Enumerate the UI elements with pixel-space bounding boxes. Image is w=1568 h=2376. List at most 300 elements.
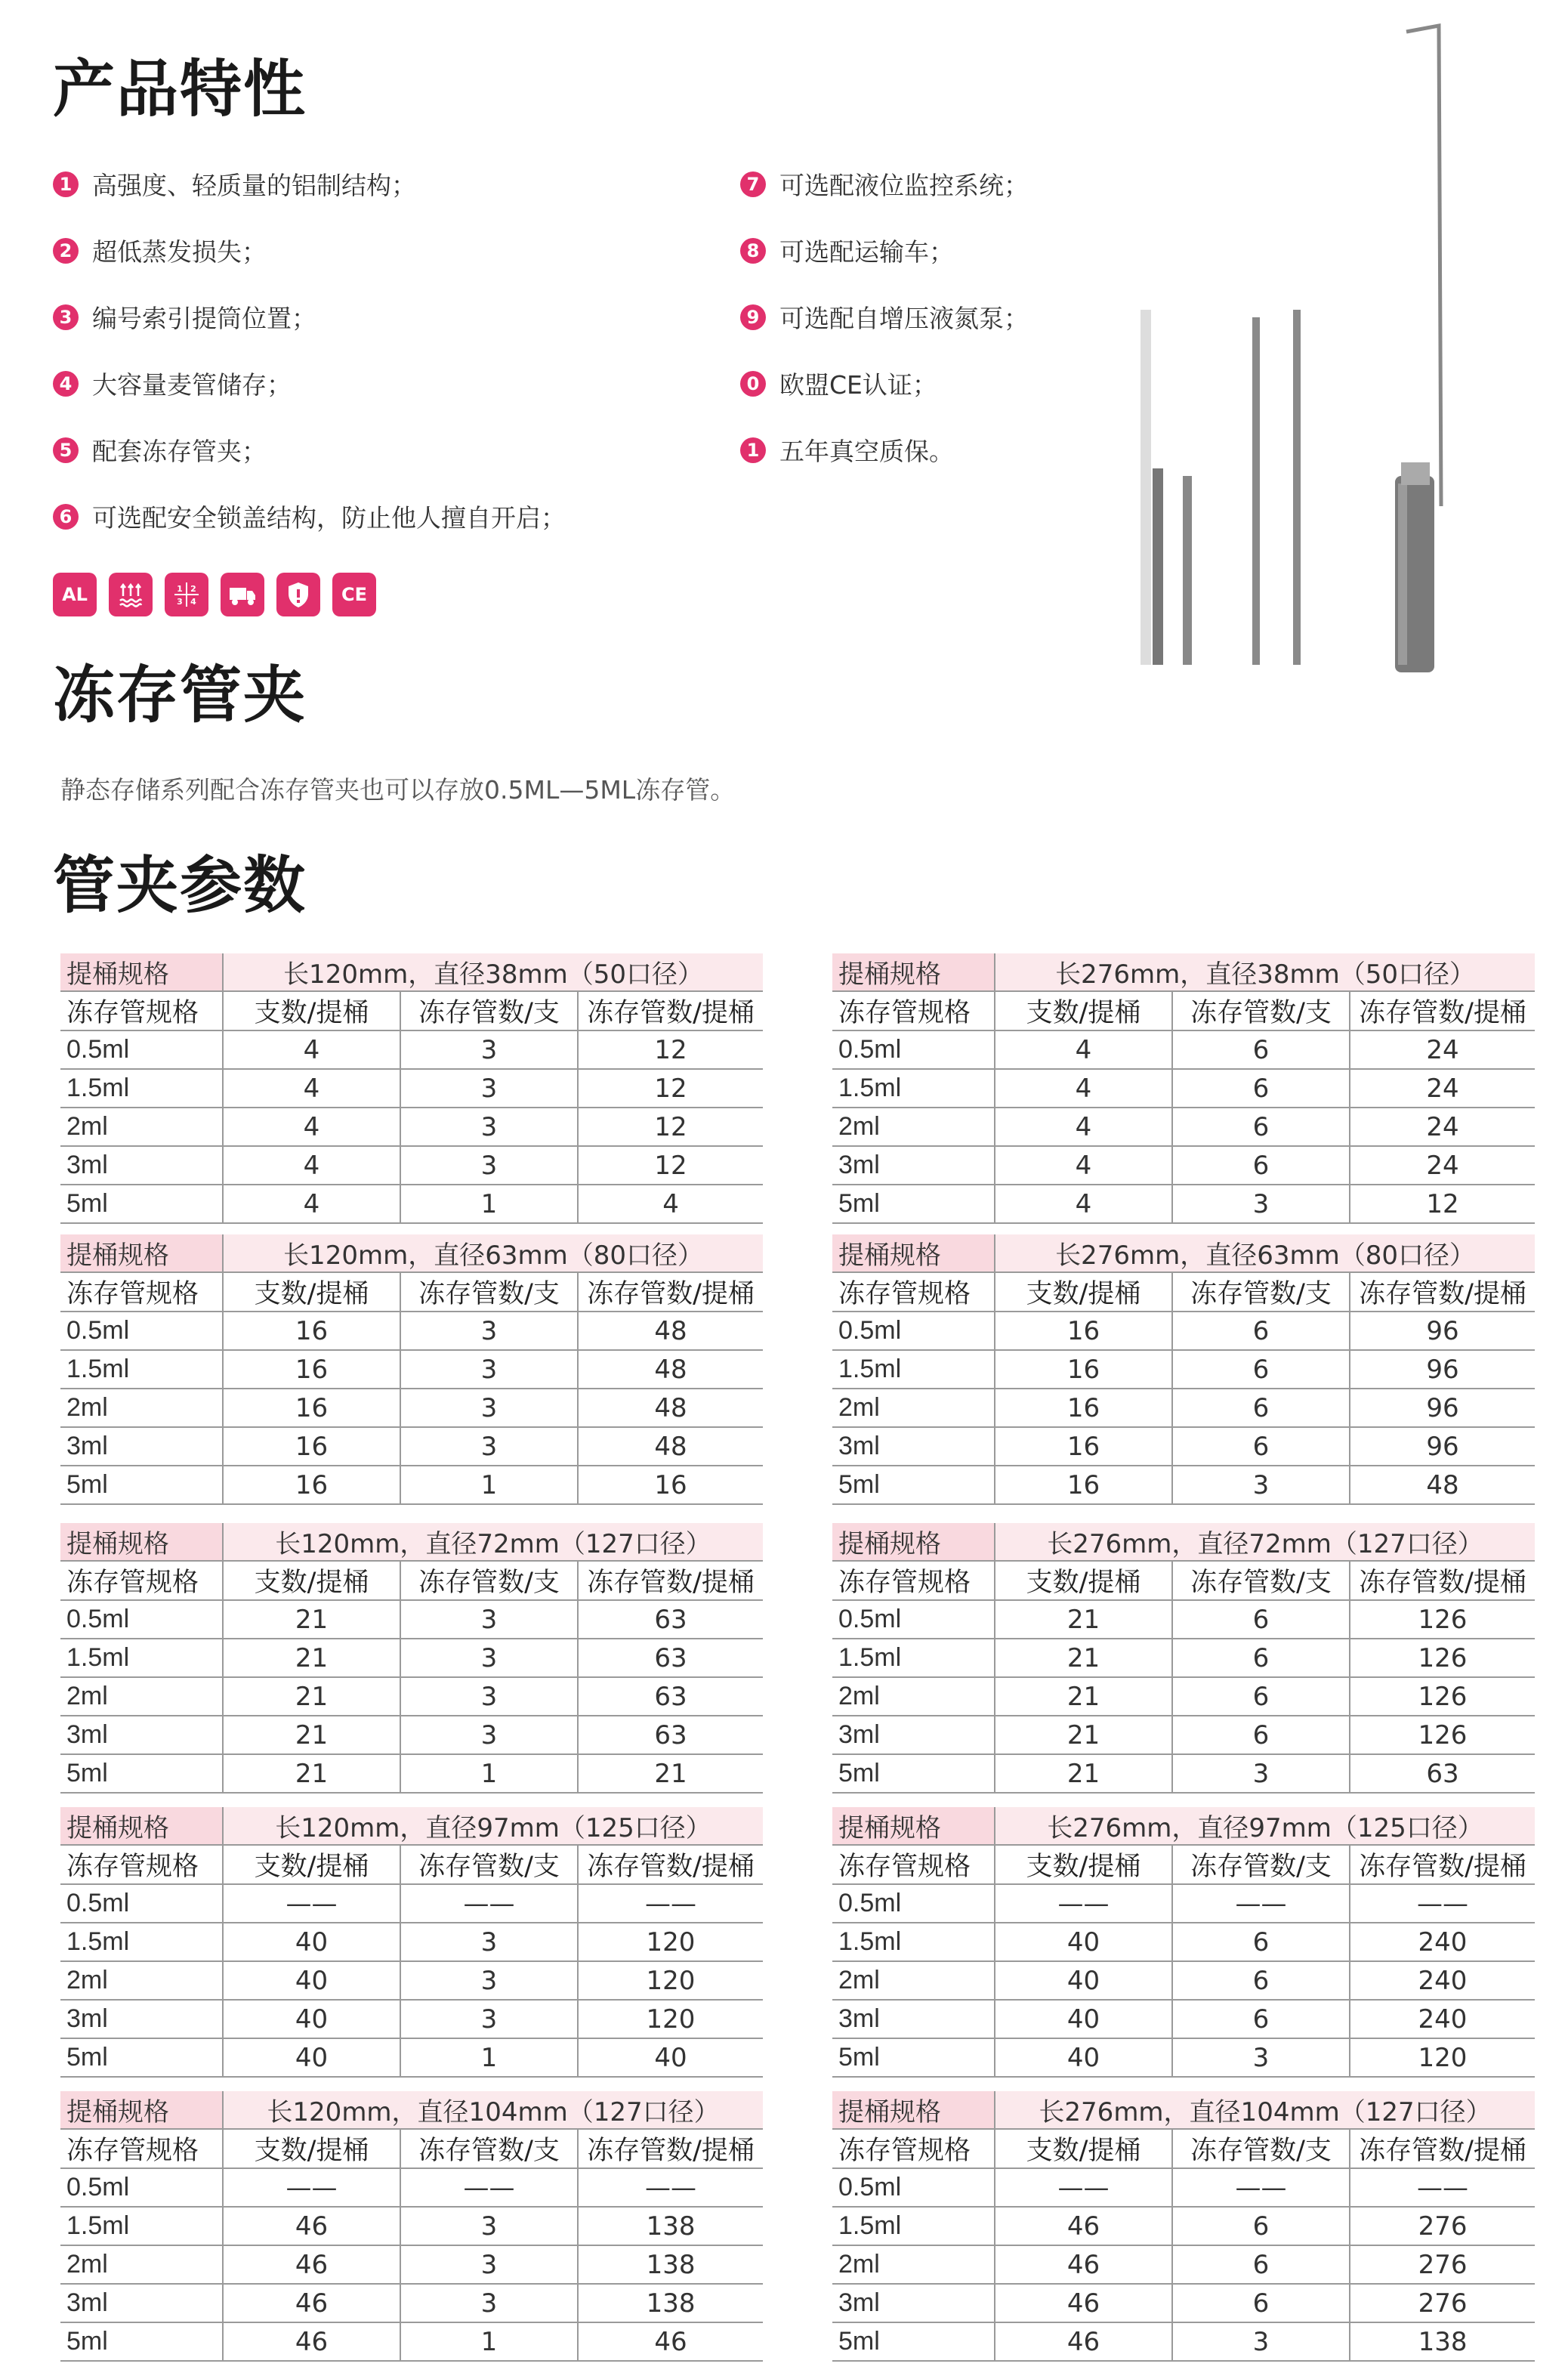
table-cell: —— [1350, 2168, 1535, 2207]
table-cell: 63 [1350, 1754, 1535, 1793]
parameter-table [832, 2091, 1535, 2362]
table-cell: 3 [400, 2207, 578, 2245]
tube-size: 5ml [832, 1466, 995, 1504]
table-cell: —— [223, 2168, 400, 2207]
table-cell: 3 [400, 1639, 578, 1677]
bucket-spec-value: 长276mm，直径63mm（80口径） [995, 1234, 1535, 1272]
table-cell: 120 [578, 2000, 763, 2038]
feature-text: 高强度、轻质量的铝制结构； [92, 171, 416, 200]
parameter-table [60, 1234, 763, 1505]
table-cell: 6 [1172, 1108, 1350, 1146]
tube-spec-label: 冻存管规格 [832, 1561, 995, 1600]
table-cell: 40 [995, 2000, 1172, 2038]
table-cell: 46 [995, 2322, 1172, 2361]
table-cell: 16 [995, 1312, 1172, 1350]
number-badge: 5 [53, 437, 79, 463]
table-cell: 4 [223, 1185, 400, 1223]
index-grid-icon [165, 573, 208, 616]
table-row [60, 1185, 763, 1223]
table-cell: 16 [995, 1427, 1172, 1466]
feature-text: 超低蒸发损失； [92, 237, 267, 267]
table-header-row [60, 1234, 763, 1272]
table-row [60, 1312, 763, 1350]
table-column-headers [60, 1845, 763, 1884]
table-cell: 3 [1172, 1466, 1350, 1504]
bucket-spec-label: 提桶规格 [60, 2091, 223, 2129]
table-row [832, 2038, 1535, 2077]
table-cell: 6 [1172, 1146, 1350, 1185]
table-cell: 46 [995, 2245, 1172, 2284]
table-cell: 12 [1350, 1185, 1535, 1223]
tube-size: 1.5ml [60, 1350, 223, 1389]
bucket-spec-value: 长276mm，直径38mm（50口径） [995, 953, 1535, 991]
table-cell: 126 [1350, 1716, 1535, 1754]
feature-item [740, 166, 1029, 202]
params-title: 管夹参数 [53, 850, 307, 922]
table-cell: 63 [578, 1716, 763, 1754]
col-header: 支数/提桶 [995, 1845, 1172, 1884]
table-cell: 21 [995, 1716, 1172, 1754]
col-header: 冻存管数/提桶 [1350, 2129, 1535, 2168]
col-header: 支数/提桶 [995, 1272, 1172, 1312]
number-badge: 1 [53, 171, 79, 197]
table-cell: 40 [578, 2038, 763, 2077]
table-column-headers [60, 2129, 763, 2168]
table-row [832, 2168, 1535, 2207]
tube-size: 3ml [60, 1427, 223, 1466]
table-column-headers [832, 1561, 1535, 1600]
table-cell: 63 [578, 1600, 763, 1639]
tube-size: 0.5ml [832, 1312, 995, 1350]
col-header: 冻存管数/支 [400, 2129, 578, 2168]
col-header: 支数/提桶 [223, 1845, 400, 1884]
table-row [832, 1716, 1535, 1754]
table-row [832, 1639, 1535, 1677]
table-cell: —— [578, 1884, 763, 1923]
table-cell: 3 [1172, 1185, 1350, 1223]
table-cell: 3 [400, 1677, 578, 1716]
table-row [832, 1069, 1535, 1108]
table-row [60, 1923, 763, 1961]
table-row [832, 1466, 1535, 1504]
bucket-spec-value: 长120mm，直径104mm（127口径） [223, 2091, 763, 2129]
table-row [832, 1030, 1535, 1069]
table-cell: —— [578, 2168, 763, 2207]
tube-size: 5ml [60, 1754, 223, 1793]
table-cell: 46 [223, 2207, 400, 2245]
feature-item [740, 432, 954, 468]
table-row [832, 2322, 1535, 2361]
tube-size: 3ml [60, 2284, 223, 2322]
tube-size: 2ml [60, 2245, 223, 2284]
table-cell: 4 [995, 1185, 1172, 1223]
grid-2: 2 [190, 584, 196, 594]
tube-size: 2ml [60, 1108, 223, 1146]
table-header-row [832, 1234, 1535, 1272]
bucket-spec-value: 长120mm，直径72mm（127口径） [223, 1523, 763, 1561]
table-row [832, 1961, 1535, 2000]
feature-item [740, 233, 954, 268]
bucket-spec-label: 提桶规格 [60, 1523, 223, 1561]
table-row [832, 1146, 1535, 1185]
parameter-table [832, 1523, 1535, 1794]
table-cell: 4 [223, 1069, 400, 1108]
table-cell: 21 [223, 1639, 400, 1677]
col-header: 冻存管数/提桶 [578, 1845, 763, 1884]
table-row [832, 1600, 1535, 1639]
feature-text: 可选配液位监控系统； [779, 171, 1029, 200]
col-header: 支数/提桶 [223, 1561, 400, 1600]
table-cell: 4 [995, 1069, 1172, 1108]
table-cell: 24 [1350, 1108, 1535, 1146]
tube-size: 1.5ml [832, 1923, 995, 1961]
tube-size: 3ml [832, 1427, 995, 1466]
tube-size: 2ml [832, 2245, 995, 2284]
table-cell: 1 [400, 2038, 578, 2077]
bucket-spec-value: 长120mm，直径63mm（80口径） [223, 1234, 763, 1272]
table-row [60, 2000, 763, 2038]
table-cell: 16 [995, 1389, 1172, 1427]
tube-size: 2ml [832, 1677, 995, 1716]
table-row [832, 2000, 1535, 2038]
tube-clamps [1141, 310, 1301, 665]
col-header: 支数/提桶 [223, 2129, 400, 2168]
shield-icon [276, 573, 320, 616]
table-column-headers [832, 1272, 1535, 1312]
col-header: 冻存管数/提桶 [578, 2129, 763, 2168]
tube-size: 5ml [832, 1754, 995, 1793]
table-row [60, 2322, 763, 2361]
table-cell: —— [223, 1884, 400, 1923]
table-cell: 46 [223, 2322, 400, 2361]
feature-item [740, 366, 937, 401]
tube-spec-label: 冻存管规格 [832, 1845, 995, 1884]
table-cell: 3 [400, 1961, 578, 2000]
table-row [832, 1923, 1535, 1961]
table-cell: 6 [1172, 1389, 1350, 1427]
table-cell: 6 [1172, 1961, 1350, 2000]
table-row [60, 1146, 763, 1185]
bucket-spec-value: 长120mm，直径38mm（50口径） [223, 953, 763, 991]
table-cell: 6 [1172, 1427, 1350, 1466]
tube-size: 5ml [832, 2038, 995, 2077]
table-cell: —— [1172, 2168, 1350, 2207]
number-badge: 0 [740, 371, 766, 397]
col-header: 支数/提桶 [995, 2129, 1172, 2168]
table-cell: 16 [223, 1427, 400, 1466]
tube-size: 5ml [832, 1185, 995, 1223]
table-cell: 16 [995, 1350, 1172, 1389]
table-cell: 46 [223, 2245, 400, 2284]
table-cell: 3 [400, 1312, 578, 1350]
table-cell: 16 [223, 1312, 400, 1350]
tube-size: 2ml [832, 1108, 995, 1146]
table-cell: 16 [223, 1350, 400, 1389]
tube-size: 0.5ml [60, 1600, 223, 1639]
tube-size: 2ml [60, 1961, 223, 2000]
truck-icon [221, 573, 264, 616]
table-cell: 21 [995, 1754, 1172, 1793]
number-badge: 2 [53, 238, 79, 264]
bucket-spec-label: 提桶规格 [832, 1234, 995, 1272]
table-cell: 240 [1350, 1961, 1535, 2000]
table-cell: 46 [995, 2284, 1172, 2322]
table-row [60, 2245, 763, 2284]
table-cell: 21 [995, 1677, 1172, 1716]
clamp-description: 静态存储系列配合冻存管夹也可以存放0.5ML—5ML冻存管。 [60, 775, 736, 805]
table-cell: 126 [1350, 1600, 1535, 1639]
feature-text: 大容量麦管储存； [92, 370, 292, 400]
number-badge: 7 [740, 171, 766, 197]
table-header-row [832, 2091, 1535, 2129]
table-cell: 48 [578, 1427, 763, 1466]
tube-size: 1.5ml [832, 1069, 995, 1108]
col-header: 冻存管数/提桶 [578, 1561, 763, 1600]
parameter-table [60, 2091, 763, 2362]
table-row [832, 1389, 1535, 1427]
bucket-spec-value: 长276mm，直径104mm（127口径） [995, 2091, 1535, 2129]
table-cell: 6 [1172, 1030, 1350, 1069]
table-cell: 1 [400, 1466, 578, 1504]
col-header: 冻存管数/支 [400, 1272, 578, 1312]
table-cell: 4 [995, 1108, 1172, 1146]
tube-size: 3ml [60, 2000, 223, 2038]
bucket-spec-label: 提桶规格 [832, 1807, 995, 1845]
table-cell: 120 [578, 1923, 763, 1961]
table-cell: 48 [578, 1312, 763, 1350]
tube-size: 1.5ml [832, 1639, 995, 1677]
table-cell: 4 [995, 1146, 1172, 1185]
table-cell: 96 [1350, 1350, 1535, 1389]
table-cell: 240 [1350, 2000, 1535, 2038]
tube-size: 1.5ml [60, 1639, 223, 1677]
table-cell: 276 [1350, 2207, 1535, 2245]
table-cell: 3 [400, 2000, 578, 2038]
table-cell: 96 [1350, 1427, 1535, 1466]
tube-size: 0.5ml [832, 2168, 995, 2207]
table-cell: 6 [1172, 2000, 1350, 2038]
tube-size: 3ml [832, 1716, 995, 1754]
table-cell: 3 [400, 1350, 578, 1389]
table-cell: 40 [995, 1961, 1172, 2000]
feature-text: 编号索引提筒位置； [92, 304, 316, 333]
parameter-table [60, 953, 763, 1224]
table-cell: 3 [400, 1923, 578, 1961]
tube-size: 1.5ml [832, 1350, 995, 1389]
table-row [60, 1069, 763, 1108]
table-cell: 21 [223, 1716, 400, 1754]
number-badge: 1 [740, 437, 766, 463]
table-cell: 12 [578, 1030, 763, 1069]
table-cell: 3 [400, 1716, 578, 1754]
feature-item [53, 432, 267, 468]
col-header: 支数/提桶 [223, 1272, 400, 1312]
table-cell: 63 [578, 1677, 763, 1716]
col-header: 冻存管数/支 [400, 991, 578, 1030]
tube-size: 1.5ml [832, 2207, 995, 2245]
tube-size: 5ml [60, 1185, 223, 1223]
table-cell: 6 [1172, 1923, 1350, 1961]
col-header: 支数/提桶 [995, 991, 1172, 1030]
table-cell: 276 [1350, 2284, 1535, 2322]
col-header: 冻存管数/支 [1172, 1272, 1350, 1312]
table-cell: 6 [1172, 1716, 1350, 1754]
feature-text: 欧盟CE认证； [779, 370, 937, 400]
tube-size: 1.5ml [60, 1069, 223, 1108]
col-header: 冻存管数/支 [1172, 991, 1350, 1030]
table-cell: 4 [578, 1185, 763, 1223]
feature-text: 五年真空质保。 [779, 437, 954, 466]
table-cell: 3 [400, 1389, 578, 1427]
table-row [832, 2207, 1535, 2245]
table-cell: 4 [995, 1030, 1172, 1069]
col-header: 冻存管数/提桶 [1350, 1272, 1535, 1312]
table-column-headers [60, 1272, 763, 1312]
tube-size: 3ml [832, 1146, 995, 1185]
table-cell: 1 [400, 1185, 578, 1223]
table-cell: 4 [223, 1146, 400, 1185]
tube-spec-label: 冻存管规格 [832, 1272, 995, 1312]
feature-item [53, 499, 566, 534]
tube-spec-label: 冻存管规格 [60, 2129, 223, 2168]
table-row [60, 1389, 763, 1427]
table-cell: 3 [400, 2245, 578, 2284]
table-cell: 63 [578, 1639, 763, 1677]
table-cell: 40 [995, 2038, 1172, 2077]
features-title: 产品特性 [53, 54, 307, 125]
table-header-row [832, 1523, 1535, 1561]
table-row [832, 1185, 1535, 1223]
table-cell: 3 [400, 1069, 578, 1108]
bucket-spec-value: 长120mm，直径97mm（125口径） [223, 1807, 763, 1845]
table-cell: 96 [1350, 1312, 1535, 1350]
tube-spec-label: 冻存管规格 [60, 991, 223, 1030]
table-row [832, 1108, 1535, 1146]
table-row [832, 1350, 1535, 1389]
table-cell: 21 [995, 1600, 1172, 1639]
table-cell: 21 [223, 1754, 400, 1793]
table-cell: 3 [400, 1427, 578, 1466]
table-cell: 6 [1172, 1069, 1350, 1108]
tube-size: 2ml [60, 1389, 223, 1427]
table-cell: 126 [1350, 1677, 1535, 1716]
feature-item [53, 366, 292, 401]
feature-text: 可选配自增压液氮泵； [779, 304, 1029, 333]
tube-size: 2ml [832, 1961, 995, 2000]
tube-size: 3ml [60, 1146, 223, 1185]
bucket-spec-label: 提桶规格 [832, 1523, 995, 1561]
table-cell: 120 [1350, 2038, 1535, 2077]
table-row [60, 2168, 763, 2207]
table-cell: 21 [995, 1639, 1172, 1677]
tube-size: 5ml [832, 2322, 995, 2361]
table-cell: 40 [995, 1923, 1172, 1961]
table-row [60, 1884, 763, 1923]
table-row [832, 1754, 1535, 1793]
parameter-table [832, 953, 1535, 1224]
table-cell: 6 [1172, 1677, 1350, 1716]
table-cell: 3 [400, 1600, 578, 1639]
canister-with-handle [1395, 26, 1441, 672]
number-badge: 4 [53, 371, 79, 397]
table-cell: 16 [995, 1466, 1172, 1504]
table-row [832, 2245, 1535, 2284]
table-cell: 40 [223, 1923, 400, 1961]
table-row [60, 1108, 763, 1146]
table-row [60, 1639, 763, 1677]
table-cell: 48 [1350, 1466, 1535, 1504]
table-row [60, 2284, 763, 2322]
tube-size: 0.5ml [832, 1884, 995, 1923]
table-header-row [60, 1807, 763, 1845]
table-cell: 138 [578, 2207, 763, 2245]
tube-size: 0.5ml [60, 1884, 223, 1923]
table-cell: 40 [223, 2038, 400, 2077]
table-cell: —— [400, 2168, 578, 2207]
table-column-headers [832, 1845, 1535, 1884]
tube-size: 0.5ml [60, 2168, 223, 2207]
tube-size: 3ml [832, 2000, 995, 2038]
table-cell: 24 [1350, 1069, 1535, 1108]
col-header: 冻存管数/支 [1172, 1845, 1350, 1884]
feature-item [53, 233, 267, 268]
tube-spec-label: 冻存管规格 [60, 1272, 223, 1312]
table-cell: 24 [1350, 1030, 1535, 1069]
tube-spec-label: 冻存管规格 [832, 991, 995, 1030]
feature-item [53, 299, 316, 335]
feature-text: 可选配运输车； [779, 237, 954, 267]
number-badge: 9 [740, 304, 766, 330]
table-column-headers [60, 1561, 763, 1600]
table-cell: 16 [578, 1466, 763, 1504]
tube-size: 0.5ml [832, 1030, 995, 1069]
table-cell: 12 [578, 1146, 763, 1185]
table-cell: 6 [1172, 2245, 1350, 2284]
table-cell: 6 [1172, 1639, 1350, 1677]
table-row [832, 1312, 1535, 1350]
table-cell: 3 [1172, 2322, 1350, 2361]
low-evaporation-icon [109, 573, 153, 616]
table-cell: 3 [400, 2284, 578, 2322]
feature-text: 配套冻存管夹； [92, 437, 267, 466]
col-header: 冻存管数/提桶 [578, 991, 763, 1030]
tube-size: 5ml [60, 1466, 223, 1504]
col-header: 支数/提桶 [223, 991, 400, 1030]
table-cell: 16 [223, 1466, 400, 1504]
tube-size: 5ml [60, 2322, 223, 2361]
table-cell: 24 [1350, 1146, 1535, 1185]
table-cell: 4 [223, 1108, 400, 1146]
bucket-spec-label: 提桶规格 [832, 2091, 995, 2129]
tube-size: 3ml [60, 1716, 223, 1754]
table-cell: 40 [223, 1961, 400, 2000]
col-header: 冻存管数/支 [1172, 2129, 1350, 2168]
table-cell: 138 [578, 2284, 763, 2322]
table-row [60, 1427, 763, 1466]
tube-size: 0.5ml [60, 1312, 223, 1350]
table-cell: 46 [578, 2322, 763, 2361]
table-cell: 48 [578, 1350, 763, 1389]
table-cell: 4 [223, 1030, 400, 1069]
tube-spec-label: 冻存管规格 [832, 2129, 995, 2168]
table-header-row [832, 953, 1535, 991]
table-cell: —— [1172, 1884, 1350, 1923]
bucket-spec-label: 提桶规格 [60, 953, 223, 991]
feature-text: 可选配安全锁盖结构，防止他人擅自开启； [92, 503, 566, 533]
bucket-spec-label: 提桶规格 [832, 953, 995, 991]
table-cell: 12 [578, 1108, 763, 1146]
table-row [60, 1030, 763, 1069]
